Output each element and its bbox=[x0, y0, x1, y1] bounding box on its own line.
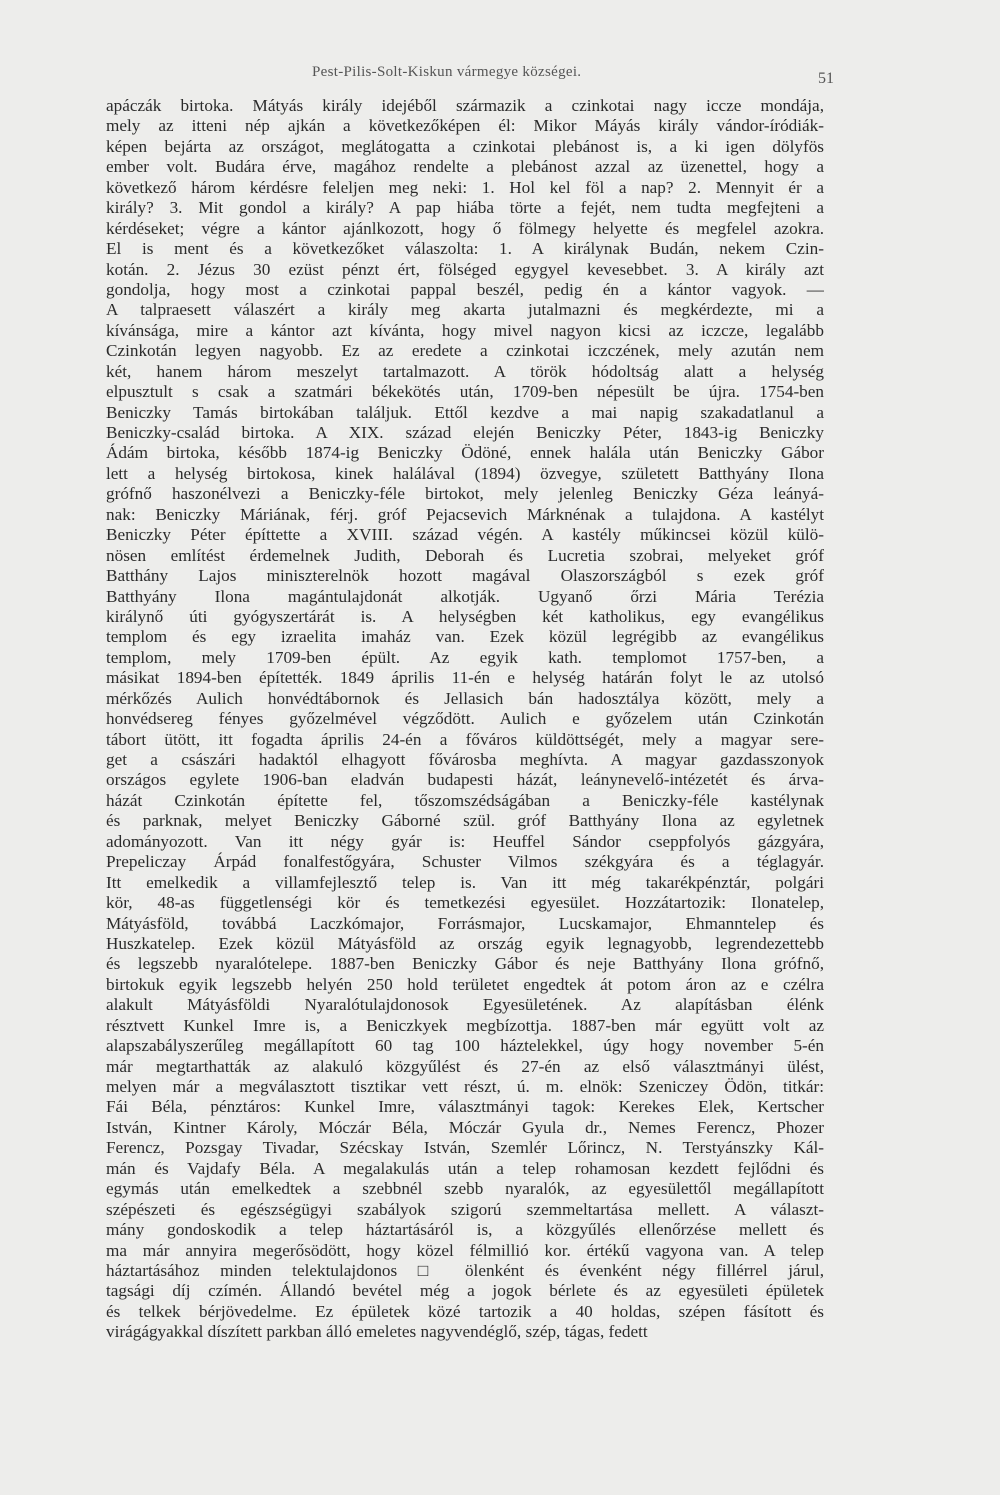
text-line: már megtarthatták az alakuló közgyűlést és 27-én az első választmányi ülést, bbox=[106, 1056, 824, 1076]
text-line: kör, 48-as függetlenségi kör és temetkezési egyesület. Hozzátartozik: Ilonatelep, bbox=[106, 893, 824, 913]
text-line: mány gondoskodik a telep háztartásáról is, a közgyűlés ellenőrzése mellett és bbox=[106, 1220, 824, 1240]
text-line: gondolja, hogy most a czinkotai pappal beszél, pedig én a kántor vagyok. — bbox=[106, 279, 824, 299]
text-line: és parknak, melyet Beniczky Gáborné szül. gróf Batthyány Ilona az egyletnek bbox=[106, 811, 824, 831]
text-line: házát Czinkotán építette fel, tőszomszédságában a Beniczky-féle kastélynak bbox=[106, 790, 824, 810]
text-line: kérdéseket; végre a kántor ajánlkozott, hogy ő fölmegy helyette és megfelel azokra. bbox=[106, 218, 824, 238]
page-number: 51 bbox=[818, 70, 834, 87]
text-line: get a császári hadaktól elhagyott fővárosba meghívta. A magyar gazdasszonyok bbox=[106, 750, 824, 769]
text-line: háztartásához minden telektulajdonos □ ölenként és évenként négy fillérrel járul, bbox=[106, 1260, 824, 1280]
text-line: tagsági díj czímén. Állandó bevétel még a jogok bérlete és az egyesületi épületek bbox=[106, 1281, 824, 1301]
text-line: kotán. 2. Jézus 30 ezüst pénzt ért, fölséged egygyel kevesebbet. 3. A király azt bbox=[106, 259, 824, 279]
text-line: Batthány Lajos miniszterelnök hozott magával Olaszországból s ezek gróf bbox=[106, 566, 824, 586]
text-line: másikat 1894-ben építették. 1849 április 11-én e helység határán folyt le az utolsó bbox=[106, 668, 824, 688]
text-line: mely az itteni nép ajkán a következőképen él: Mikor Máyás király vándor-íródiák- bbox=[106, 116, 824, 136]
text-line: ember volt. Budára érve, magához rendelte a plebánost azzal az üzenettel, hogy a bbox=[106, 157, 824, 177]
text-line: nak: Beniczky Máriának, férj. gróf Pejacsevich Márknénak a tulajdona. A kastélyt bbox=[106, 504, 824, 524]
text-line: országos egylete 1906-ban eladván budapesti házát, leánynevelő-intézetét és árva- bbox=[106, 770, 824, 790]
text-line: következő három kérdésre feleljen meg neki: 1. Hol kel föl a nap? 2. Mennyit ér a bbox=[106, 177, 824, 197]
text-line: és legszebb nyaralótelepe. 1887-ben Beniczky Gábor és neje Batthyány Ilona grófnő, bbox=[106, 954, 824, 974]
text-line: két, hanem három meszelyt tartalmazott. A török hódoltság alatt a helység bbox=[106, 361, 824, 381]
text-line: Itt emelkedik a villamfejlesztő telep is. Van itt még takarékpénztár, polgári bbox=[106, 872, 824, 892]
text-line: Beniczky Péter építtette a XVIII. század végén. A kastély műkincsei közül külö- bbox=[106, 525, 824, 545]
text-line: adományozott. Van itt négy gyár is: Heuffel Sándor cseppfolyós gázgyára, bbox=[106, 831, 824, 851]
text-line: mérkőzés Aulich honvédtábornok és Jellasich bán hadosztálya között, mely a bbox=[106, 688, 824, 708]
text-line: résztvett Kunkel Imre is, a Beniczkyek megbízottja. 1887-ben már együtt volt az bbox=[106, 1015, 824, 1035]
text-line: királynő úti gyógyszertárát is. A helységben két katholikus, egy evangélikus bbox=[106, 606, 824, 626]
text-line: Batthyány Ilona magántulajdonát alkotják. Ugyanő őrzi Mária Terézia bbox=[106, 586, 824, 606]
text-line: István, Kintner Károly, Móczár Béla, Móczár Gyula dr., Nemes Ferencz, Phozer bbox=[106, 1117, 824, 1137]
text-line: mán és Vajdafy Béla. A megalakulás után a telep rohamosan kezdett fejlődni és bbox=[106, 1158, 824, 1178]
running-title: Pest-Pilis-Solt-Kiskun vármegye községei. bbox=[312, 64, 582, 80]
text-line: Huszkatelep. Ezek közül Mátyásföld az ország egyik legnagyobb, legrendezettebb bbox=[106, 933, 824, 953]
text-line: Ádám birtoka, később 1874-ig Beniczky Ödöné, ennek halála után Beniczky Gábor bbox=[106, 443, 824, 463]
text-line: Czinkotán legyen nagyobb. Ez az eredete a czinkotai iczczének, mely azután nem bbox=[106, 341, 824, 361]
text-line: Fái Béla, pénztáros: Kunkel Imre, választmányi tagok: Kerekes Elek, Kertscher bbox=[106, 1097, 824, 1117]
text-line: és telkek bérjövedelme. Ez épületek közé tartozik a 40 holdas, szépen fásított és bbox=[106, 1301, 824, 1321]
text-line: Ferencz, Pozsgay Tivadar, Szécskay István, Szemlér Lőrincz, N. Terstyánszky Kál- bbox=[106, 1138, 824, 1158]
text-line: Prepeliczay Árpád fonalfestőgyára, Schuster Vilmos székgyára és a téglagyár. bbox=[106, 852, 824, 872]
text-line: birtokuk egyik legszebb helyén 250 hold területet engedtek át potom áron az e czélra bbox=[106, 974, 824, 994]
text-line: képen bejárta az országot, meglátogatta a czinkotai plebánost is, a ki igen dölyfös bbox=[106, 136, 824, 156]
text-line: virágágyakkal díszített parkban álló emeletes nagyvendéglő, szép, tágas, fedett bbox=[106, 1322, 648, 1342]
text-line: alapszabályszerűleg megállapított 60 tag 100 háztelekkel, úgy hogy november 5-én bbox=[106, 1036, 824, 1056]
text-line: Beniczky-család birtoka. A XIX. század elején Beniczky Péter, 1843-ig Beniczky bbox=[106, 423, 824, 442]
text-line: Beniczky Tamás birtokában találjuk. Ettől kezdve a mai napig szakadatlanul a bbox=[106, 402, 824, 422]
page-header bbox=[0, 64, 1000, 88]
text-line: elpusztult s csak a szatmári békekötés után, 1709-ben népesült be újra. 1754-ben bbox=[106, 382, 824, 402]
text-line: grófnő haszonélvezi a Beniczky-féle birtokot, mely jelenleg Beniczky Géza leányá- bbox=[106, 484, 824, 504]
text-line: király? 3. Mit gondol a király? A pap hiába törte a fejét, nem tudta megfejteni a bbox=[106, 198, 824, 218]
text-line: ma már annyira megerősödött, hogy közel félmillió kor. értékű vagyona van. A telep bbox=[106, 1240, 824, 1260]
text-line: szépészeti és egészségügyi szabályok szigorú szemmeltartása mellett. A választ- bbox=[106, 1199, 824, 1219]
text-line: Mátyásföld, továbbá Laczkómajor, Forrásmajor, Lucskamajor, Ehmanntelep és bbox=[106, 913, 824, 933]
text-line: alakult Mátyásföldi Nyaralótulajdonosok Egyesületének. Az alapításban élénk bbox=[106, 995, 824, 1015]
text-line: honvédsereg fényes győzelmével végződött. Aulich e győzelem után Czinkotán bbox=[106, 709, 824, 729]
text-line: nösen említést érdemelnek Judith, Deborah és Lucretia szobrai, melyeket gróf bbox=[106, 545, 824, 565]
text-line: melyen már a megválasztott tisztikar vett részt, ú. m. elnök: Szeniczey Ödön, titkár: bbox=[106, 1077, 824, 1096]
text-line: A talpraesett válaszért a király meg akarta jutalmazni és megkérdezte, mi a bbox=[106, 300, 824, 320]
text-line: apáczák birtoka. Mátyás király idejéből származik a czinkotai nagy iccze mondája, bbox=[106, 96, 824, 115]
body-text bbox=[106, 96, 824, 1343]
text-line: templom és egy izraelita imaház van. Ezek közül legrégibb az evangélikus bbox=[106, 627, 824, 647]
text-line: kívánsága, mire a kántor azt kívánta, hogy mivel nagyon kicsi az iczcze, legalább bbox=[106, 320, 824, 340]
text-line: templom, mely 1709-ben épült. Az egyik kath. templomot 1757-ben, a bbox=[106, 647, 824, 667]
text-line: tábort ütött, itt fogadta április 24-én a főváros küldöttségét, mely a magyar sere- bbox=[106, 729, 824, 749]
text-line: El is ment és a következőket válaszolta: 1. A királynak Budán, nekem Czin- bbox=[106, 239, 824, 259]
text-line: egymás után emelkedtek a szebbnél szebb nyaralók, az egyesülettől megállapított bbox=[106, 1179, 824, 1199]
text-line: lett a helység birtokosa, kinek halálával (1894) özvegye, született Batthyány Ilona bbox=[106, 463, 824, 483]
